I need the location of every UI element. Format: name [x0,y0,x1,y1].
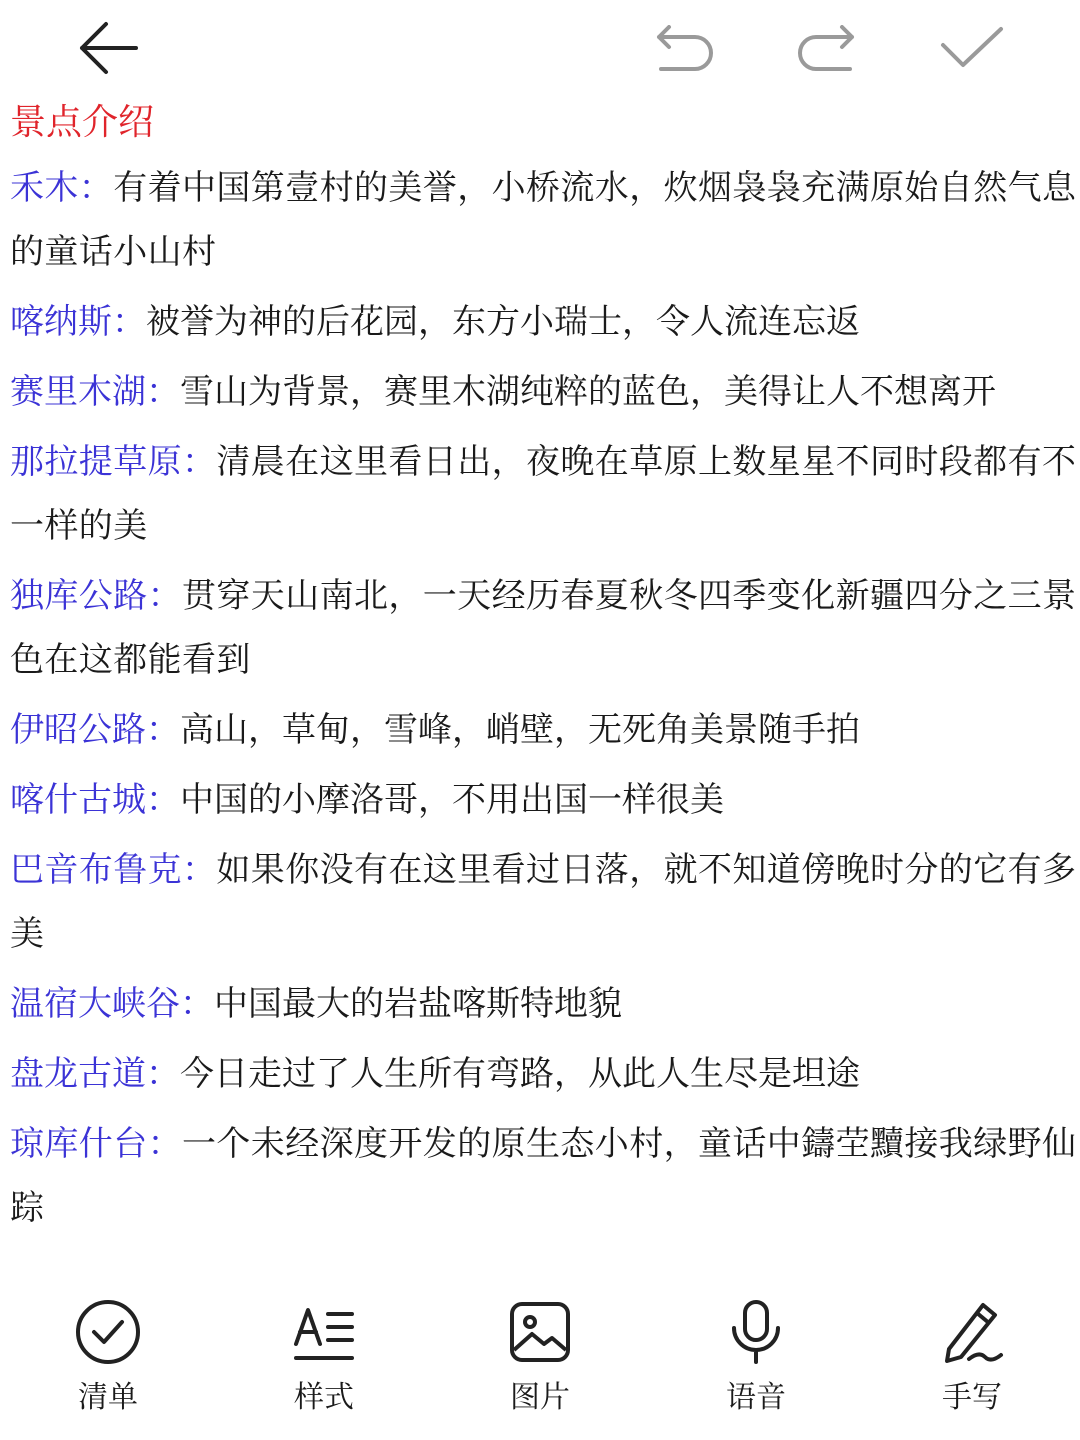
handwriting-button[interactable] [902,1296,1042,1426]
note-entry [10,156,1078,284]
redo-icon [794,25,860,71]
image-button[interactable] [470,1296,610,1426]
note-entry [10,360,1078,424]
entry-name: 独库公路： [10,576,182,616]
done-button[interactable] [936,14,1008,82]
redo-button[interactable] [791,14,863,82]
note-entry [10,1042,1078,1106]
entry-desc: 有着中国第壹村的美誉，小桥流水，炊烟袅袅充满原始自然气息的童话小山村 [10,168,1077,272]
checklist-label: 清单 [78,1380,138,1415]
entry-name: 赛里木湖： [10,372,180,412]
text-style-icon [292,1300,356,1364]
entry-desc: 今日走过了人生所有弯路，从此人生尽是坦途 [180,1054,860,1094]
voice-label: 语音 [726,1380,786,1415]
entry-name: 盘龙古道： [10,1054,180,1094]
entry-desc: 一个未经深度开发的原生态小村，童话中鑄茔黷接我绿野仙踪 [10,1124,1077,1228]
entry-desc: 中国的小摩洛哥，不用出国一样很美 [180,780,724,820]
checklist-button[interactable] [38,1296,178,1426]
entry-name: 巴音布鲁克： [10,850,217,890]
entry-desc: 贯穿天山南北，一天经历春夏秋冬四季变化新疆四分之三景色在这都能看到 [10,576,1077,680]
voice-button[interactable] [686,1296,826,1426]
entry-desc: 中国最大的岩盐喀斯特地貌 [214,984,622,1024]
handwriting-label: 手写 [942,1380,1002,1415]
style-label: 样式 [294,1380,354,1415]
note-entry [10,698,1078,762]
microphone-icon [728,1298,784,1366]
image-label: 图片 [510,1380,570,1415]
entry-name: 禾木： [10,168,114,208]
note-entry [10,972,1078,1036]
note-title: 景点介绍 [10,102,155,143]
note-entry [10,564,1078,692]
undo-icon [651,25,717,71]
entry-name: 温宿大峡谷： [10,984,214,1024]
checklist-circle-icon [74,1298,142,1366]
note-editor[interactable] [10,96,1078,1240]
top-toolbar [0,0,1080,96]
back-button[interactable] [72,14,144,82]
entry-desc: 雪山为背景，赛里木湖纯粹的蓝色，美得让人不想离开 [180,372,996,412]
note-entry [10,1112,1078,1240]
entry-desc: 被誉为神的后花园，东方小瑞士，令人流连忘返 [146,302,860,342]
image-icon [508,1300,572,1364]
entry-name: 琼库什台： [10,1124,182,1164]
note-entry [10,838,1078,966]
entry-name: 伊昭公路： [10,710,180,750]
arrow-left-icon [76,18,140,78]
check-icon [939,25,1005,71]
entry-desc: 如果你没有在这里看过日落，就不知道傍晚时分的它有多美 [10,850,1077,954]
style-button[interactable] [254,1296,394,1426]
entry-name: 喀什古城： [10,780,180,820]
bottom-toolbar [0,1288,1080,1440]
note-entry [10,768,1078,832]
note-entry [10,430,1078,558]
entry-desc: 高山，草甸，雪峰，峭壁，无死角美景随手拍 [180,710,860,750]
entry-name: 那拉提草原： [10,442,217,482]
undo-button[interactable] [648,14,720,82]
entry-name: 喀纳斯： [10,302,146,342]
pen-icon [939,1299,1005,1365]
note-entry [10,290,1078,354]
entry-desc: 清晨在这里看日出，夜晚在草原上数星星不同时段都有不一样的美 [10,442,1077,546]
